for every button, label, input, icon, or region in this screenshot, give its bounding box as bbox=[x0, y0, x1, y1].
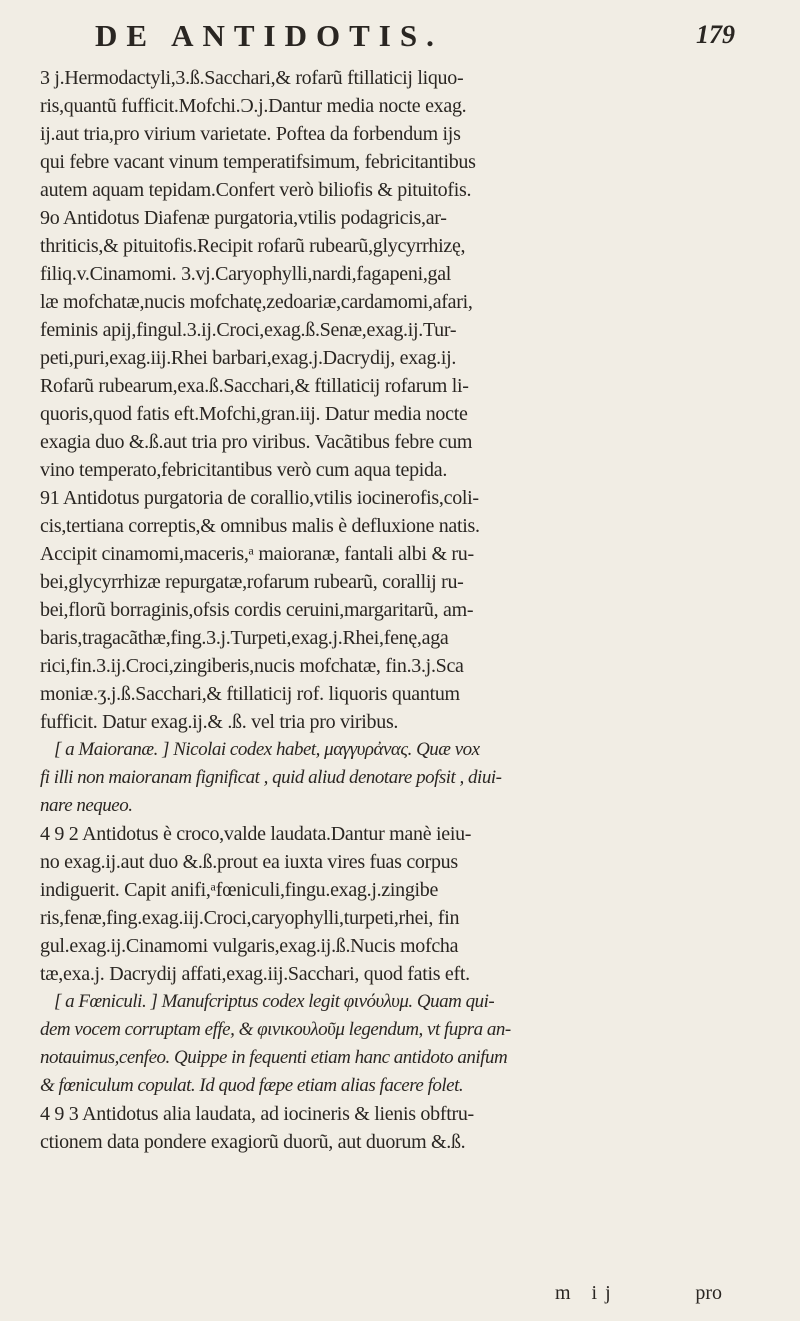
text-line: 91 Antidotus purgatoria de corallio,vtilis iocinerofis,coli- bbox=[40, 487, 479, 509]
note-line: [ a Maioranæ. ] Nicolai codex habet, μαγγυρἀνας. Quæ vox bbox=[54, 739, 480, 760]
text-line: baris,tragacãthæ,fing.3.j.Turpeti,exag.j.Rhei,fenę,aga bbox=[40, 627, 449, 649]
text-line: rici,fin.3.ij.Croci,zingiberis,nucis mofchatæ, fin.3.j.Sca bbox=[40, 655, 464, 677]
footnote-maioranae bbox=[40, 736, 730, 820]
text-line: quoris,quod fatis eft.Mofchi,gran.iij. Datur media nocte bbox=[40, 403, 468, 425]
text-line: cis,tertiana correptis,& omnibus malis è defluxione natis. bbox=[40, 515, 480, 537]
text-line: bei,glycyrrhizæ repurgatæ,rofarum rubearũ, corallij ru- bbox=[40, 571, 464, 593]
page-footer bbox=[40, 1282, 730, 1310]
text-line: ris,fenæ,fing.exag.iij.Croci,caryophylli,turpeti,rhei, fin bbox=[40, 907, 460, 929]
text-line: autem aquam tepidam.Confert verò biliofis & pituitofis. bbox=[40, 179, 472, 201]
text-line: thriticis,& pituitofis.Recipit rofarũ rubearũ,glycyrrhizę, bbox=[40, 235, 466, 257]
text-line: moniæ.ʒ.j.ß.Sacchari,& ftillaticij rof. liquoris quantum bbox=[40, 683, 460, 705]
page-number: 179 bbox=[696, 20, 735, 49]
text-line: bei,florũ borraginis,ofsis cordis ceruini,margaritarũ, am- bbox=[40, 599, 474, 621]
page-header bbox=[95, 18, 735, 62]
text-line: 9o Antidotus Diafenæ purgatoria,vtilis podagricis,ar- bbox=[40, 207, 447, 229]
note-line: & fœniculum copulat. Id quod fæpe etiam alias facere folet. bbox=[40, 1075, 464, 1096]
note-line: fi illi non maioranam fignificat , quid aliud denotare pofsit , diui- bbox=[40, 767, 502, 788]
text-line: vino temperato,febricitantibus verò cum aqua tepida. bbox=[40, 459, 448, 481]
text-line: Accipit cinamomi,maceris,ᵃ maioranæ, fantali albi & ru- bbox=[40, 543, 474, 565]
running-title: DE ANTIDOTIS. bbox=[95, 18, 443, 53]
text-line: qui febre vacant vinum temperatifsimum, febricitantibus bbox=[40, 151, 476, 173]
text-line: 4 9 3 Antidotus alia laudata, ad iocineris & lienis obftru- bbox=[40, 1103, 474, 1125]
text-line: filiq.v.Cinamomi. 3.vj.Caryophylli,nardi,fagapeni,gal bbox=[40, 263, 452, 285]
note-line: dem vocem corruptam effe, & φινικουλοῦμ legendum, vt fupra an- bbox=[40, 1019, 511, 1040]
text-line: gul.exag.ij.Cinamomi vulgaris,exag.ij.ß.Nucis mofcha bbox=[40, 935, 459, 957]
text-line: fufficit. Datur exag.ij.& .ß. vel tria pro viribus. bbox=[40, 711, 399, 733]
catchword: pro bbox=[695, 1282, 722, 1304]
text-line: læ mofchatæ,nucis mofchatę,zedoariæ,cardamomi,afari, bbox=[40, 291, 473, 313]
text-line: 4 9 2 Antidotus è croco,valde laudata.Dantur manè ieiu- bbox=[40, 823, 472, 845]
note-line: [ a Fœniculi. ] Manufcriptus codex legit φινόυλυμ. Quam qui- bbox=[54, 991, 495, 1012]
footnote-foeniculi bbox=[40, 988, 730, 1100]
text-line: 3 j.Hermodactyli,3.ß.Sacchari,& rofarũ ftillaticij liquo- bbox=[40, 67, 464, 89]
text-line: ris,quantũ fufficit.Mofchi.Ɔ.j.Dantur media nocte exag. bbox=[40, 95, 467, 117]
text-line: ctionem data pondere exagiorũ duorũ, aut duorum &.ß. bbox=[40, 1131, 466, 1153]
note-line: nare nequeo. bbox=[40, 795, 133, 816]
text-line: no exag.ij.aut duo &.ß.prout ea iuxta vires fuas corpus bbox=[40, 851, 458, 873]
text-line: Rofarũ rubearum,exa.ß.Sacchari,& ftillaticij rofarum li- bbox=[40, 375, 469, 397]
text-body bbox=[40, 64, 730, 1156]
text-line: tæ,exa.j. Dacrydij affati,exag.iij.Sacchari, quod fatis eft. bbox=[40, 963, 470, 985]
text-line: exagia duo &.ß.aut tria pro viribus. Vacãtibus febre cum bbox=[40, 431, 473, 453]
text-line: peti,puri,exag.iij.Rhei barbari,exag.j.Dacrydij, exag.ij. bbox=[40, 347, 457, 369]
text-line: feminis apij,fingul.3.ij.Croci,exag.ß.Senæ,exag.ij.Tur- bbox=[40, 319, 457, 341]
text-line: indiguerit. Capit anifi,ᵃfœniculi,fingu.exag.j.zingibe bbox=[40, 879, 439, 901]
signature-mark: m ij bbox=[555, 1282, 619, 1304]
note-line: notauimus,cenfeo. Quippe in fequenti etiam hanc antidoto anifum bbox=[40, 1047, 508, 1068]
text-line: ij.aut tria,pro virium varietate. Poftea da forbendum ijs bbox=[40, 123, 461, 145]
